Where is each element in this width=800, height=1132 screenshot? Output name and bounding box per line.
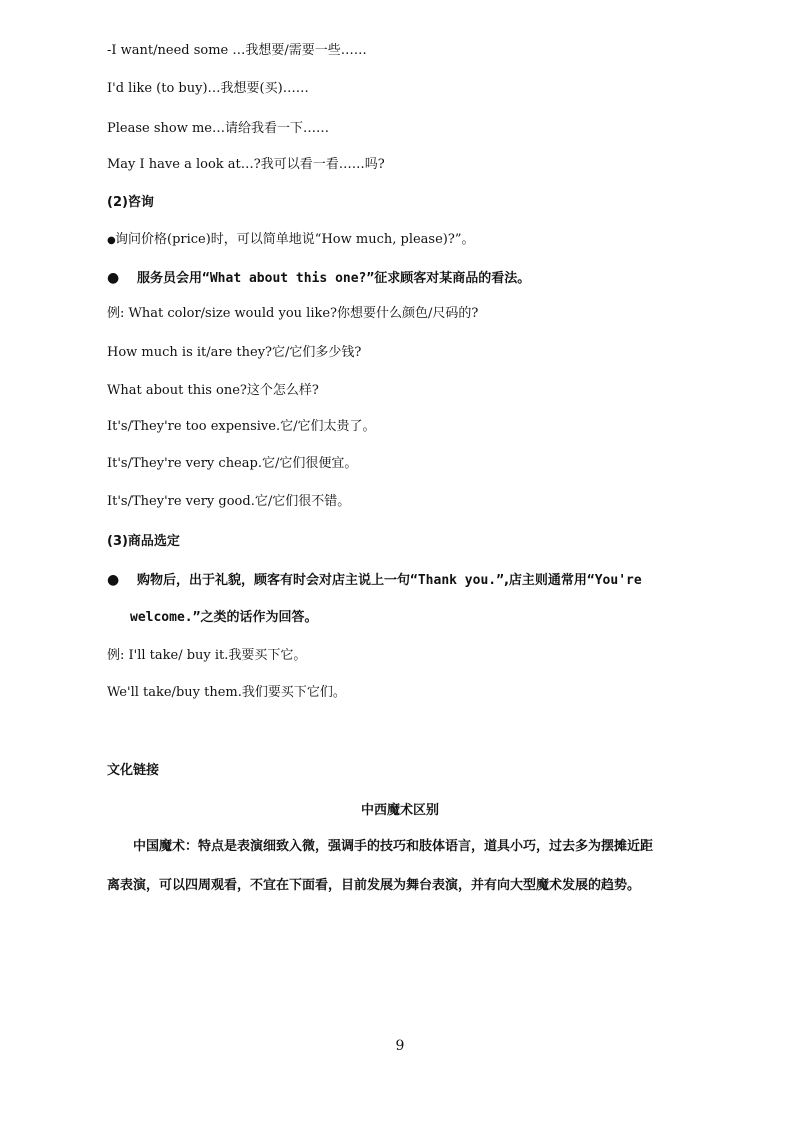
bullet-thank-you-quote: “Thank you.” bbox=[410, 573, 504, 588]
bullet-thank-you bbox=[107, 571, 760, 590]
phrase-have-a-look: May I have a look at…?我可以看一看……吗? bbox=[107, 157, 385, 172]
phrase-too-expensive: It's/They're too expensive.它/它们太贵了。 bbox=[107, 419, 376, 434]
phrase-show-me: Please show me…请给我看一下…… bbox=[107, 121, 329, 136]
paragraph-line-2: 离表演，可以四周观看，不宜在下面看，目前发展为舞台表演，并有向大型魔术发展的趋势。 bbox=[107, 878, 641, 893]
bullet-icon: ● bbox=[107, 270, 120, 286]
phrase-want-need: -I want/need some …我想要/需要一些…… bbox=[107, 43, 367, 58]
paragraph-line-1: 中国魔术：特点是表演细致入微，强调手的技巧和肢体语言，道具小巧，过去多为摆摊近距 bbox=[133, 839, 654, 854]
culture-link-heading: 文化链接 bbox=[107, 763, 160, 778]
bullet-thank-you-continued bbox=[130, 609, 760, 627]
bullet-waiter-pre: 服务员会用 bbox=[137, 271, 203, 286]
bullet-icon: ● bbox=[107, 235, 116, 246]
bullet-ask-price-text: 询问价格(price)时，可以简单地说“How much, please)?”。 bbox=[115, 232, 475, 247]
bullet-youre-quote: “You're bbox=[586, 573, 642, 588]
page-number: 9 bbox=[395, 1038, 405, 1054]
example-color-size: 例: What color/size would you like?你想要什么颜色/尺码的? bbox=[107, 306, 479, 321]
phrase-what-about: What about this one?这个怎么样? bbox=[107, 383, 319, 398]
bullet-icon: ● bbox=[107, 572, 120, 588]
bullet-waiter-asks bbox=[107, 269, 760, 288]
bullet-waiter-quote: “What about this one?” bbox=[202, 271, 375, 286]
bullet-waiter-post: 征求顾客对某商品的看法。 bbox=[374, 271, 531, 286]
section-heading-selection: (3)商品选定 bbox=[107, 534, 180, 549]
article-title: 中西魔术区别 bbox=[360, 803, 439, 818]
section-heading-inquiry: (2)咨询 bbox=[107, 195, 154, 210]
bullet-thank-you-post: 之类的话作为回答。 bbox=[200, 610, 318, 625]
phrase-very-good: It's/They're very good.它/它们很不错。 bbox=[107, 494, 351, 509]
bullet-welcome-quote: welcome.” bbox=[130, 610, 201, 625]
phrase-very-cheap: It's/They're very cheap.它/它们很便宜。 bbox=[107, 456, 358, 471]
bullet-thank-you-mid: ,店主则通常用 bbox=[503, 573, 587, 588]
bullet-ask-price bbox=[107, 231, 760, 250]
phrase-would-like: I'd like (to buy)…我想要(买)…… bbox=[107, 81, 309, 96]
phrase-how-much: How much is it/are they?它/它们多少钱? bbox=[107, 345, 362, 360]
phrase-take-buy-them: We'll take/buy them.我们要买下它们。 bbox=[107, 685, 346, 700]
bullet-thank-you-pre: 购物后，出于礼貌，顾客有时会对店主说上一句 bbox=[137, 573, 411, 588]
example-take-buy-it: 例: I'll take/ buy it.我要买下它。 bbox=[107, 648, 307, 663]
